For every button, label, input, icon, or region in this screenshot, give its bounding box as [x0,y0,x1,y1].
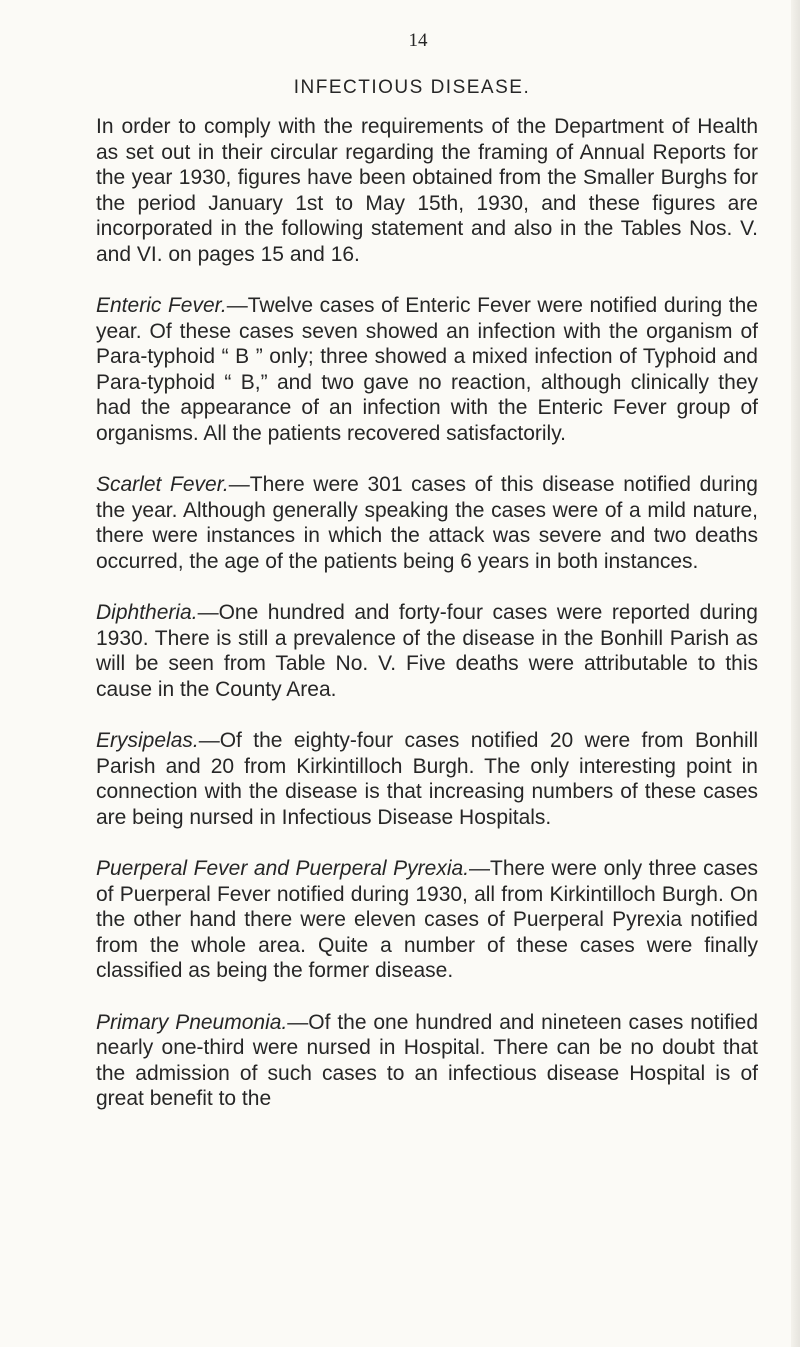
paragraph-text: In order to comply with the requirements of the Department of Health as set out in their circular regarding the framing of Annual Reports for the year 1930, figures have been obtained from the Smaller Burghs for the period January 1st to May 15th, 1930, and these figures are incorporated in the following statement and also in the Tables Nos. V. and VI. on pages 15 and 16. [96,115,758,266]
paragraph-text: —There were only three cases of Puerperal Fever notified during 1930, all from Kirkintilloch Burgh. On the other hand there were eleven cases of Puerperal Pyrexia notified from the whole area. Quite a number of these cases were finally classified as being the former disease. [96,857,758,982]
section-heading: Diphtheria. [96,601,198,624]
paragraph-text: —There were 301 cases of this disease notified during the year. Although generally speaking the cases were of a mild nature, there were instances in which the attack was severe and two deaths occurred, the age of the patients being 6 years in both instances. [96,473,758,573]
page-edge-shadow [791,0,800,1347]
paragraph-intro [96,114,758,267]
body-text [96,114,758,1138]
page-title: INFECTIOUS DISEASE. [293,77,531,98]
paragraph-text: —Twelve cases of Enteric Fever were notified during the year. Of these cases seven showed an infection with the organism of Para-typhoid “ B ” only; three showed a mixed infection of Typhoid and Para-typhoid “ B,” and two gave no reaction, although clinically they had the appearance of an infection with the Enteric Fever group of organisms. All the patients recovered satisfactorily. [96,294,758,445]
paragraph-erysipelas [96,728,758,830]
paragraph-diphtheria [96,600,758,702]
page-number: 14 [408,30,428,51]
section-heading: Scarlet Fever. [96,473,229,496]
section-heading: Puerperal Fever and Puerperal Pyrexia. [96,857,470,880]
paragraph-pneumonia [96,1010,758,1112]
paragraph-text: —Of the eighty-four cases notified 20 were from Bonhill Parish and 20 from Kirkintilloch Burgh. The only interesting point in connection with the disease is that increasing numbers of these cases are being nursed in Infectious Disease Hospitals. [96,729,758,829]
paragraph-text: —Of the one hundred and nineteen cases notified nearly one-third were nursed in Hospital. There can be no doubt that the admission of such cases to an infectious disease Hospital is of great benefit to the [96,1010,758,1110]
section-heading: Primary Pneumonia. [96,1010,288,1034]
paragraph-enteric-fever [96,293,758,446]
paragraph-puerperal [96,856,758,984]
section-heading: Erysipelas. [96,729,199,752]
section-heading: Enteric Fever. [96,294,227,317]
paragraph-text: —One hundred and forty-four cases were reported during 1930. There is still a prevalence of the disease in the Bonhill Parish as will be seen from Table No. V. Five deaths were attributable to this cause in the County Area. [96,601,758,701]
paragraph-scarlet-fever [96,472,758,574]
